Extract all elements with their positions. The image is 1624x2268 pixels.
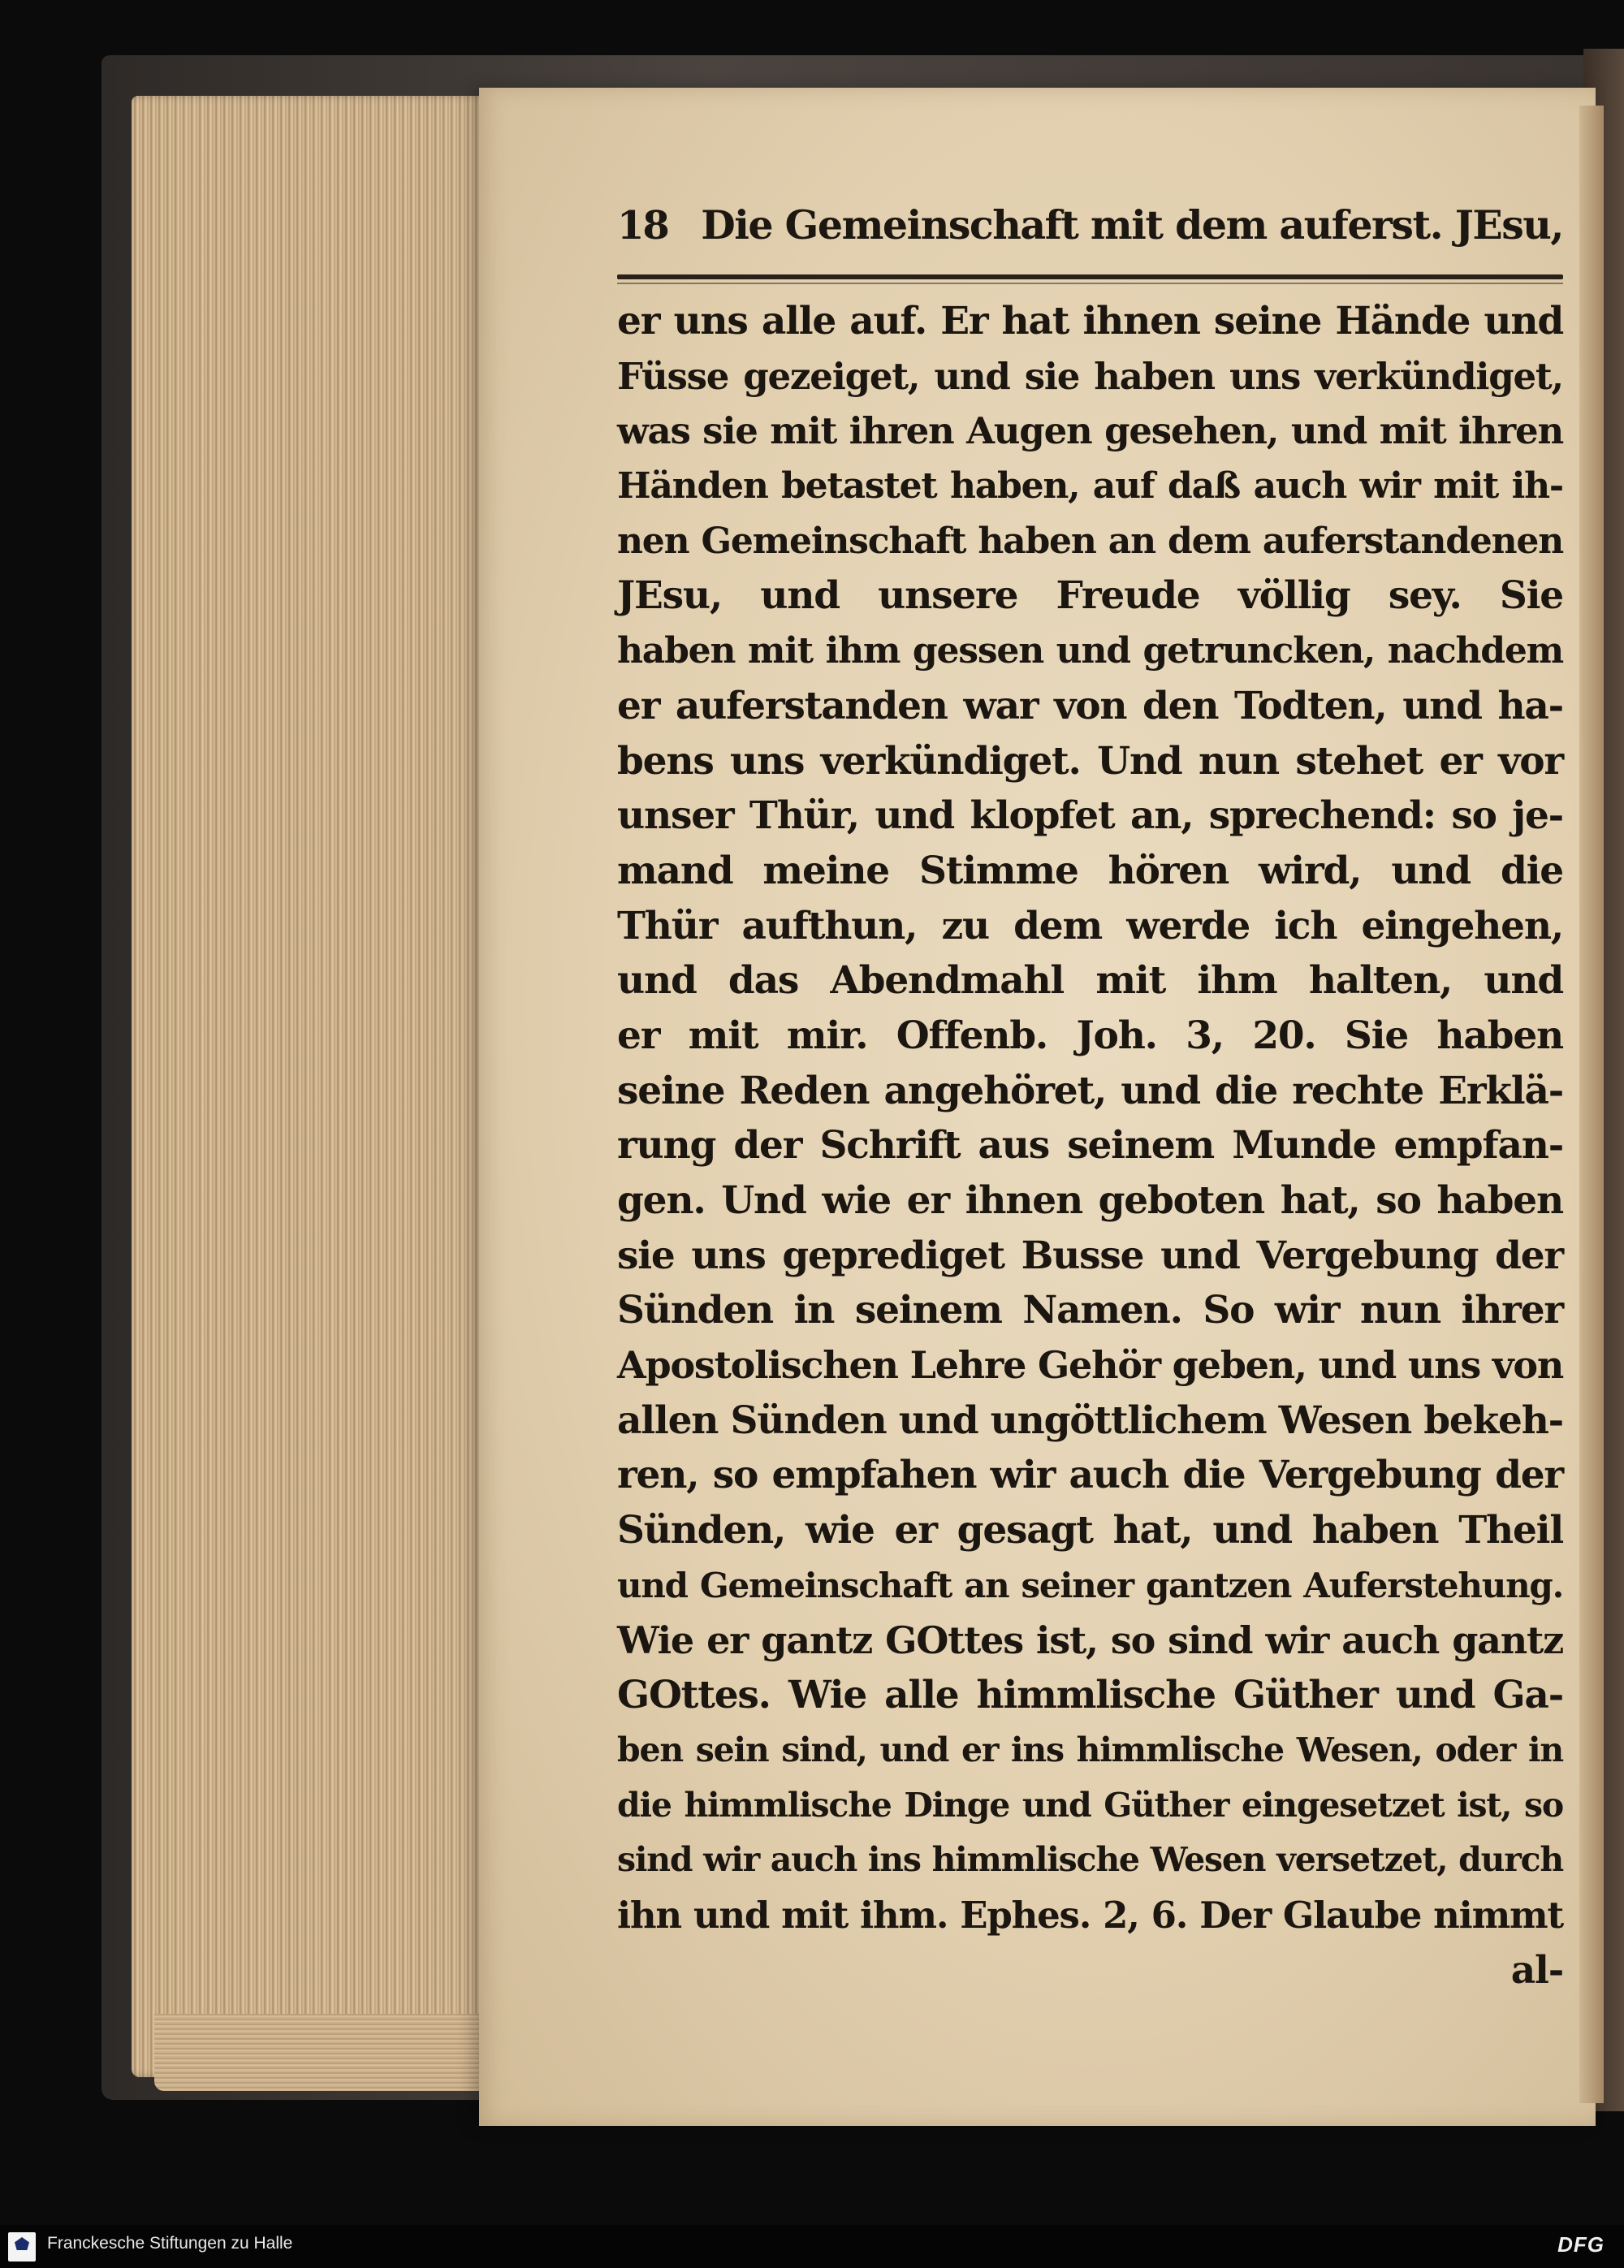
footer-institution: Franckesche Stiftungen zu Halle: [47, 2234, 293, 2253]
page-number: 18: [617, 203, 668, 248]
text-line: was sie mit ihren Augen gesehen, und mit ihren: [617, 409, 1563, 453]
header-rule-thin: [617, 283, 1563, 284]
text-line: Thür aufthun, zu dem werde ich eingehen,: [617, 903, 1563, 948]
page-edge: [1579, 106, 1604, 2103]
text-line: er mit mir. Offenb. Joh. 3, 20. Sie haben: [617, 1013, 1563, 1058]
text-line: Wie er gantz GOttes ist, so sind wir auch gantz: [617, 1618, 1563, 1662]
text-line: sie uns geprediget Busse und Vergebung der: [617, 1233, 1563, 1278]
text-line: die himmlische Dinge und Güther eingesetzet ist, so: [617, 1785, 1563, 1825]
text-line: Apostolischen Lehre Gehör geben, und uns von: [617, 1343, 1564, 1388]
text-line: mand meine Stimme hören wird, und die: [617, 848, 1563, 893]
text-line: unser Thür, und klopfet an, sprechend: so je-: [617, 793, 1563, 839]
page-stack: [132, 96, 497, 2077]
text-line: rung der Schrift aus seinem Munde empfan-: [617, 1123, 1563, 1169]
text-line: sind wir auch ins himmlische Wesen versetzet, durch: [617, 1840, 1563, 1880]
text-line: Sünden, wie er gesagt hat, und haben Theil: [617, 1508, 1563, 1553]
text-line: bens uns verkündiget. Und nun stehet er vor: [617, 738, 1563, 784]
text-line: gen. Und wie er ihnen geboten hat, so haben: [617, 1178, 1563, 1223]
text-line: und Gemeinschaft an seiner gantzen Auferstehung.: [617, 1565, 1563, 1605]
text-line: er auferstanden war von den Todten, und ha-: [617, 683, 1563, 728]
text-line: allen Sünden und ungöttlichem Wesen bekeh-: [617, 1398, 1563, 1443]
text-line: ben sein sind, und er ins himmlische Wesen, oder in: [617, 1730, 1563, 1769]
text-line: Händen betastet haben, auf daß auch wir mit ih-: [617, 465, 1563, 508]
page-header: [617, 201, 1563, 266]
text-line: JEsu, und unsere Freude völlig sey. Sie: [617, 573, 1563, 619]
text-line: ren, so empfahen wir auch die Vergebung der: [617, 1453, 1563, 1498]
text-line: er uns alle auf. Er hat ihnen seine Hände und: [617, 299, 1563, 343]
text-line: Füsse gezeiget, und sie haben uns verkündiget,: [617, 354, 1563, 398]
text-line: ihn und mit ihm. Ephes. 2, 6. Der Glaube nimmt: [617, 1893, 1563, 1937]
header-rule: [617, 274, 1563, 279]
text-line: haben mit ihm gessen und getruncken, nachdem: [617, 630, 1563, 672]
text-line: Sünden in seinem Namen. So wir nun ihrer: [617, 1288, 1563, 1333]
running-head: Die Gemeinschaft mit dem auferst. JEsu,: [701, 201, 1563, 248]
text-line: und das Abendmahl mit ihm halten, und: [617, 958, 1563, 1004]
catchword: al-: [1510, 1947, 1563, 1993]
funder-logo: DFG: [1557, 2232, 1605, 2257]
text-line: nen Gemeinschaft haben an dem auferstandenen: [617, 520, 1563, 562]
institution-logo-icon: [8, 2232, 36, 2262]
text-line: GOttes. Wie alle himmlische Güther und Ga-: [617, 1673, 1563, 1718]
body-text: [617, 294, 1563, 1998]
text-line: seine Reden angehöret, und die rechte Erklä-: [617, 1068, 1563, 1113]
